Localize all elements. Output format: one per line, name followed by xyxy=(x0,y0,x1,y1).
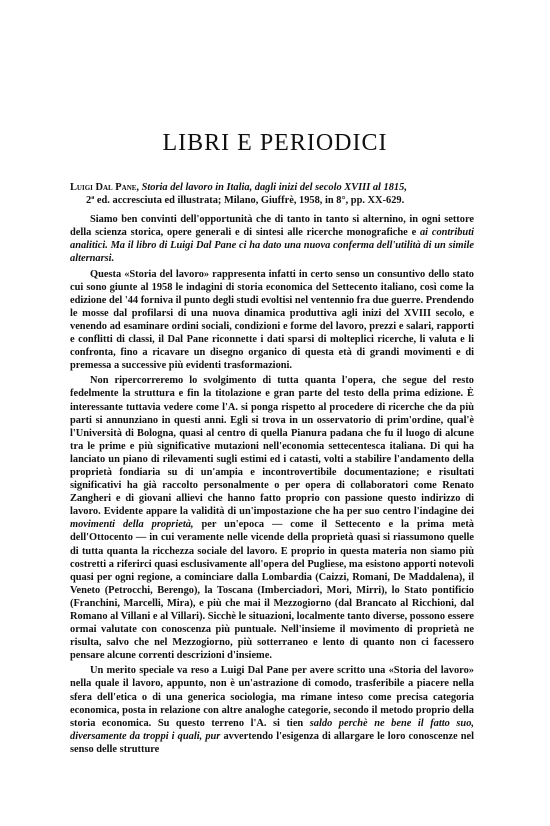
book-details: 2ª ed. accresciuta ed illustrata; Milano, Giuffrè, 1958, in 8°, pp. XX-629. xyxy=(86,195,405,207)
paragraph-4 xyxy=(70,664,474,756)
paragraph-text: Un merito speciale va reso a Luigi Dal Pane per avere scritto una «Storia del lavoro» nella quale il lavoro, appunto, non è un'astrazione di comodo, trasferibile a piacere nella sfera dell'etica o di una generica sociologia, ma rimane inteso come precisa categoria economica, posta in relazione con altre analoghe categorie, secondo il metodo proprio della storia economica. Su questo terreno l'A. si tien xyxy=(70,665,474,729)
paragraph-text: Non ripercorreremo lo svolgimento di tutta quanta l'opera, che segue del resto fedelmente la struttura e fin la titolazione e gran parte del testo della prima edizione. È interessante tuttavia vedere come l'A. si ponga rispetto al procedere di ricerche che da più parti si annunziano in questi anni. Egli si trova in un osservatorio di prim'ordine, qual'è l'Università di Bologna, quasi al centro di quella Pianura padana che fu il luogo di alcune tra le prime e più significative mutazioni nell'economia settecentesca italiana. Di qui ha lanciato un piano di rilevamenti sugli estimi ed i catasti, volti a stabilire l'andamento della proprietà fondiaria su di un'ampia e incontrovertibile documentazione; e risultati significativi ha già raccolto personalmente o per opera di collaboratori come Renato Zangheri e di giovani allievi che hanno fatto proprio con passione questo indirizzo di lavoro. Evidente appare la validità di un'impostazione che ha per suo centro l'indagine dei xyxy=(70,375,474,518)
paragraph-emphasis: ai contributi analitici. Ma il libro di Luigi Dal Pane ci ha dato una nuova conferma dell'utilità di un simile alternarsi. xyxy=(70,227,474,265)
paragraph-text: Siamo ben convinti dell'opportunità che di tanto in tanto si alternino, in ogni settore della scienza storica, opere generali e di sintesi alle ricerche monografiche e xyxy=(70,214,474,239)
book-reference xyxy=(70,181,474,207)
paragraph-text: avvertendo l'esigenza di allargare le loro conoscenze nel senso delle strutture xyxy=(70,730,474,755)
paragraph-emphasis: movimenti della proprietà, xyxy=(70,519,194,531)
book-title: Storia del lavoro in Italia, dagli inizi del secolo XVIII al 1815, xyxy=(141,182,407,193)
paragraph-1 xyxy=(70,213,474,265)
section-title: LIBRI E PERIODICI xyxy=(162,130,388,156)
paragraph-text: per un'epoca — come il Settecento e la prima metà dell'Ottocento — in cui veramente nelle vicende della proprietà quasi si riassumono quelle di tutta quanta la ricchezza sociale del lavoro. E proprio in questa materia non siamo più costretti a riferirci quasi esclusivamente all'opera del Pugliese, ma esistono apporti notevoli quasi per ogni regione, a cominciare dalla Lombardia (Caizzi, Romani, De Maddalena), il Veneto (Petrocchi, Berengo), la Toscana (Imberciadori, Mori, Mirri), lo Stato pontificio (Franchini, Marcelli, Mira), e più che mai il Mezzogiorno (dal Brancato al Ricchioni, dal Romano al Villani e al Villari). Sicchè le situazioni, localmente tanto diverse, possono essere ormai valutate con conoscenza più puntuale. Nell'insieme il movimento di proprietà ne risulta, salvo che nel Mezzogiorno, più sotterraneo e lento di quanto non ci facessero pensare alcune correnti descrizioni d'insieme. xyxy=(70,519,474,662)
book-author: Luigi Dal Pane, xyxy=(70,182,140,193)
paragraph-text: Questa «Storia del lavoro» rappresenta infatti in certo senso un consuntivo dello stato cui sono giunte al 1958 le indagini di storia economica del Settecento italiano, così come la edizione del '44 forniva il punto degli studi evoltisi nel ventennio fra due guerre. Prendendo le mosse dal profilarsi di una nuova dinamica produttiva agli inizi del XVIII secolo, e venendo ad esaminare ordini sociali, condizioni e forme del lavoro, prezzi e salari, rapporti e conflitti di classi, il Dal Pane riconnette i dati sparsi di molteplici ricerche, li valuta e li confronta, fino a ricavare un disegno organico di questa età di grandi movimenti e di premessa a successive più evidenti trasformazioni. xyxy=(70,268,474,372)
paragraph-2 xyxy=(70,268,474,373)
review-body xyxy=(70,181,474,756)
paragraph-emphasis: saldo perchè ne bene il fatto suo, diversamente da troppi i quali, pur xyxy=(70,717,474,742)
paragraph-3 xyxy=(70,374,474,662)
